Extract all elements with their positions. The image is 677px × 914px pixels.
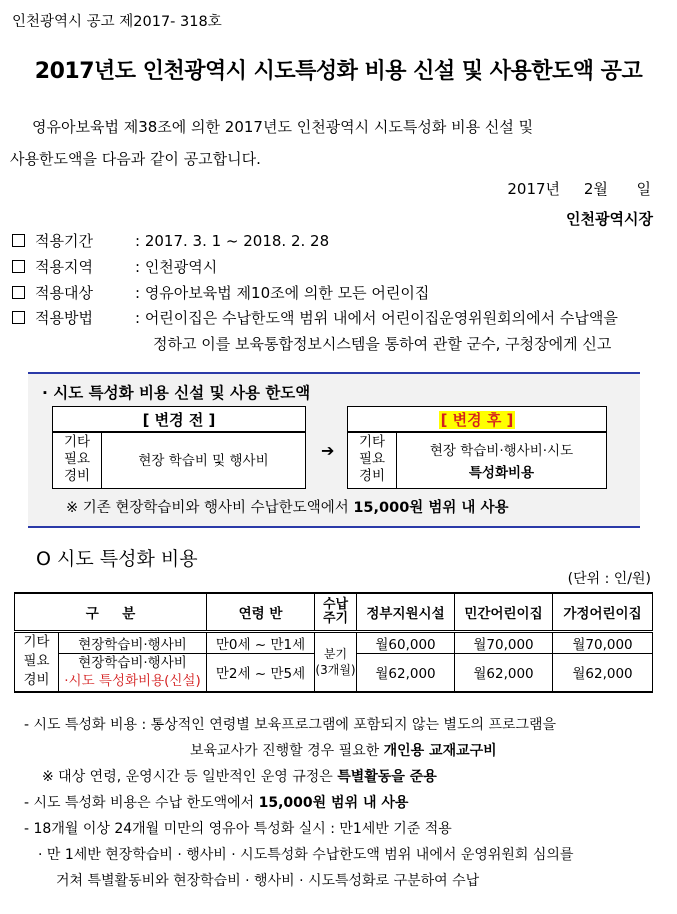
gov-cell: 월62,000 — [357, 654, 455, 692]
header-age: 연령 반 — [207, 593, 315, 632]
footnote-6: 거쳐 특별활동비와 현장학습비 · 행사비 · 시도특성화로 구분하여 수납 — [56, 873, 480, 889]
header-cycle: 수납 주기 — [315, 593, 357, 632]
footnote-1b: 보육교사가 진행할 경우 필요한 개인용 교재교구비 — [190, 743, 497, 759]
item-value: : 영유아보육법 제10조에 의한 모든 어린이집 — [135, 284, 430, 302]
footnote-5: · 만 1세반 현장학습비 · 행사비 · 시도특성화 수납한도액 범위 내에서 운영위원회 심의를 — [38, 847, 574, 863]
footnote-3: - 시도 특성화 비용은 수납 한도액에서 15,000원 범위 내 사용 — [24, 795, 409, 811]
after-row-label: 기타 필요 경비 — [358, 434, 386, 484]
item-value: : 2017. 3. 1 ~ 2018. 2. 28 — [135, 232, 330, 250]
table-row — [15, 632, 653, 654]
item-method-continued: 정하고 이를 보육통합정보시스템을 통하여 관할 군수, 구청장에게 신고 — [153, 335, 612, 353]
checkbox-square-icon — [12, 311, 25, 324]
header-gov: 정부지원시설 — [357, 593, 455, 632]
item-value: : 어린이집은 수납한도액 범위 내에서 어린이집운영위원회의에서 수납액을 — [135, 309, 618, 327]
checkbox-square-icon — [12, 286, 25, 299]
footnote-2: ※ 대상 연령, 운영시간 등 일반적인 운영 규정은 특별활동을 준용 — [42, 769, 437, 785]
home-cell: 월70,000 — [553, 632, 653, 654]
notice-number: 인천광역시 공고 제2017- 318호 — [12, 14, 222, 30]
private-cell: 월62,000 — [455, 654, 553, 692]
notice-date: 2017년 2월 일 — [507, 180, 651, 198]
after-title: [ 변경 후 ] — [440, 411, 514, 429]
item-region — [12, 256, 217, 277]
header-category: 구 분 — [15, 593, 207, 632]
item-label: 적용방법 — [35, 309, 93, 327]
table-header-row — [15, 593, 653, 632]
intro-line-2: 사용한도액을 다음과 같이 공고합니다. — [10, 150, 261, 168]
section-heading: O 시도 특성화 비용 — [36, 548, 198, 570]
checkbox-square-icon — [12, 260, 25, 273]
before-title: [ 변경 전 ] — [142, 411, 216, 429]
item-label: 적용지역 — [35, 258, 93, 276]
age-cell: 만0세 ~ 만1세 — [207, 632, 315, 654]
item-cell: 현장학습비·행사비 — [59, 632, 207, 654]
after-value: 현장 학습비·행사비·시도 특성화비용 — [429, 443, 574, 481]
item-label: 적용기간 — [35, 232, 93, 250]
fee-table — [14, 592, 653, 693]
category-cell: 기타 필요 경비 — [15, 632, 59, 692]
header-home: 가정어린이집 — [553, 593, 653, 632]
issuer: 인천광역시장 — [566, 210, 653, 228]
age-cell: 만2세 ~ 만5세 — [207, 654, 315, 692]
footnote-4: - 18개월 이상 24개월 미만의 영유아 특성화 실시 : 만1세반 기준 적용 — [24, 821, 452, 837]
before-value: 현장 학습비 및 행사비 — [138, 453, 269, 469]
home-cell: 월62,000 — [553, 654, 653, 692]
checkbox-square-icon — [12, 234, 25, 247]
item-target — [12, 282, 429, 303]
item-cell: 현장학습비·행사비 ·시도 특성화비용(신설) — [59, 654, 207, 692]
header-private: 민간어린이집 — [455, 593, 553, 632]
footnote-1: - 시도 특성화 비용 : 통상적인 연령별 보육프로그램에 포함되지 않는 별도의 프로그램을 — [24, 717, 557, 733]
item-label: 적용대상 — [35, 284, 93, 302]
cycle-cell: 분기 (3개월) — [315, 632, 357, 692]
page-title: 2017년도 인천광역시 시도특성화 비용 신설 및 사용한도액 공고 — [34, 59, 643, 84]
item-method — [12, 307, 618, 328]
arrow-right-icon: ➔ — [321, 441, 335, 460]
gov-cell: 월60,000 — [357, 632, 455, 654]
intro-line-1: 영유아보육법 제38조에 의한 2017년도 인천광역시 시도특성화 비용 신설 및 — [32, 118, 534, 136]
comparison-heading: · 시도 특성화 비용 신설 및 사용 한도액 — [42, 384, 311, 402]
item-period — [12, 230, 329, 251]
item-value: : 인천광역시 — [135, 258, 218, 276]
before-row-label: 기타 필요 경비 — [63, 434, 91, 484]
comparison-note: ※ 기존 현장학습비와 행사비 수납한도액에서 15,000원 범위 내 사용 — [66, 500, 509, 516]
private-cell: 월70,000 — [455, 632, 553, 654]
unit-label: (단위 : 인/원) — [567, 571, 651, 587]
